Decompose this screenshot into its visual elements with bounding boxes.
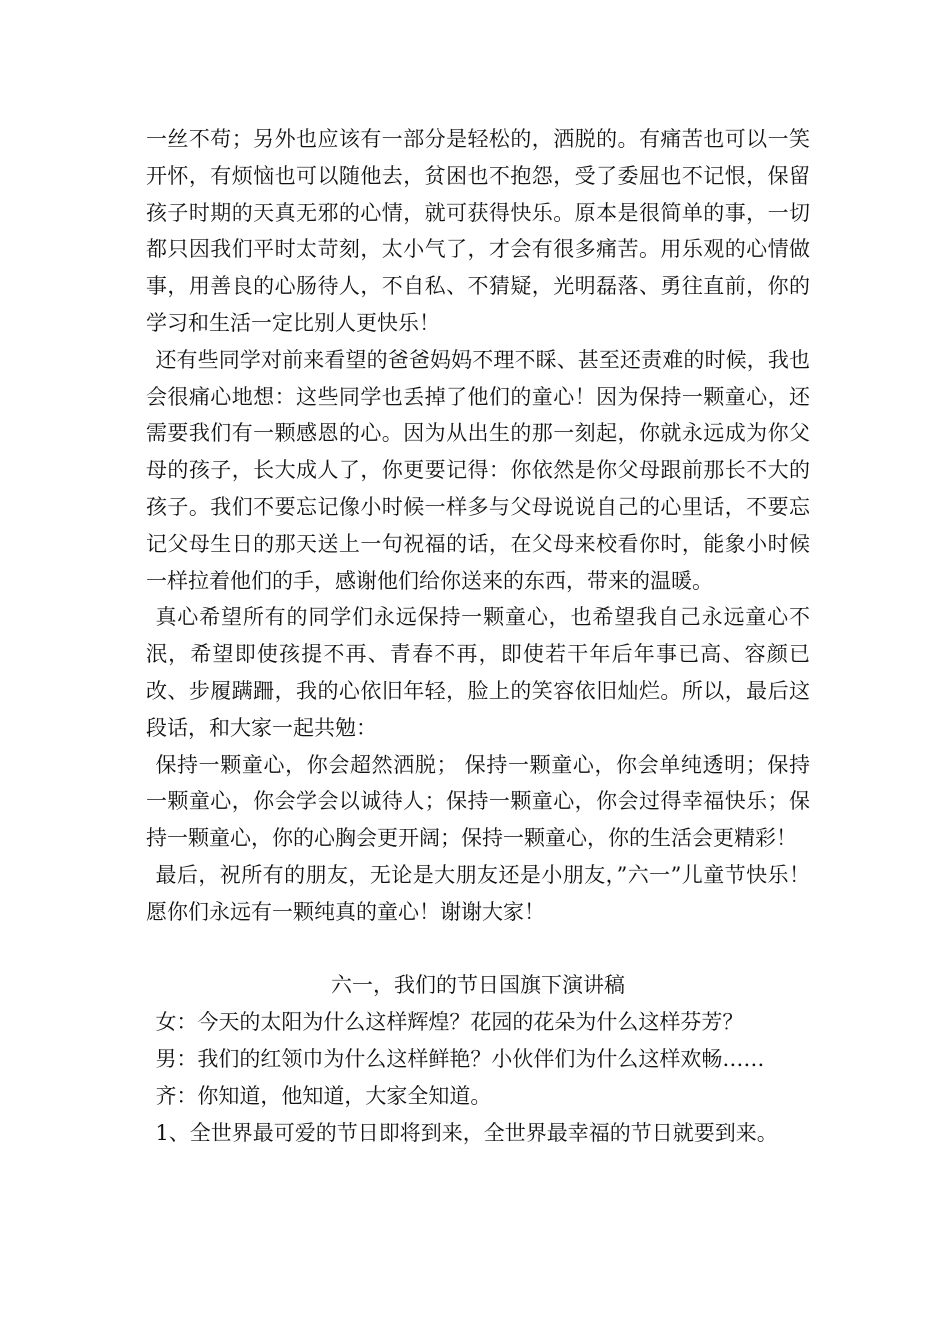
dialogue-line: 齐：你知道，他知道，大家全知道。 bbox=[155, 1083, 492, 1108]
paragraph: 还有些同学对前来看望的爸爸妈妈不理不睬、甚至还责难的时候，我也会很痛心地想：这些同学也丢掉了他们的童心！因为保持一颗童心，还需要我们有一颗感恩的心。因为从出生的那一刻起，你就永远成为你父母的孩子，长大成人了，你更要记得：你依然是你父母跟前那长不大的孩子。我们不要忘记像小时候一样多与父母说说自己的心里话，不要忘记父母生日的那天送上一句祝福的话，在父母来校看你时，能象小时候一样拉着他们的手，感谢他们给你送来的东西，带来的温暖。 bbox=[146, 347, 810, 593]
dialogue-line: 女：今天的太阳为什么这样辉煌？花园的花朵为什么这样芬芳？ bbox=[155, 1010, 744, 1035]
dialogue-line: 男：我们的红领巾为什么这样鲜艳？小伙伴们为什么这样欢畅…… bbox=[155, 1046, 765, 1071]
document-body bbox=[146, 121, 810, 1151]
blank-line bbox=[146, 931, 810, 968]
section-title: 六一，我们的节日国旗下演讲稿 bbox=[331, 973, 625, 998]
paragraph: 保持一颗童心，你会超然洒脱； 保持一颗童心，你会单纯透明；保持一颗童心，你会学会以诚待人；保持一颗童心，你会过得幸福快乐；保持一颗童心，你的心胸会更开阔；保持一颗童心，你的生活会更精彩！ bbox=[146, 752, 810, 851]
paragraph: 真心希望所有的同学们永远保持一颗童心，也希望我自己永远童心不泯，希望即使孩提不再、青春不再，即使若干年后年事已高、容颜已改、步履蹒跚，我的心依旧年轻，脸上的笑容依旧灿烂。所以，最后这段话，和大家一起共勉： bbox=[146, 605, 810, 740]
paragraph: 一丝不苟；另外也应该有一部分是轻松的，洒脱的。有痛苦也可以一笑开怀，有烦恼也可以随他去，贫困也不抱怨，受了委屈也不记恨，保留孩子时期的天真无邪的心情，就可获得快乐。原本是很简单的事，一切都只因我们平时太苛刻，太小气了，才会有很多痛苦。用乐观的心情做事，用善良的心肠待人，不自私、不猜疑，光明磊落、勇往直前，你的学习和生活一定比别人更快乐！ bbox=[146, 127, 810, 335]
dialogue-line: 1、全世界最可爱的节日即将到来，全世界最幸福的节日就要到来。 bbox=[155, 1120, 778, 1145]
paragraph: 最后，祝所有的朋友，无论是大朋友还是小朋友，”六一”儿童节快乐！愿你们永远有一颗纯真的童心！谢谢大家！ bbox=[146, 862, 810, 924]
